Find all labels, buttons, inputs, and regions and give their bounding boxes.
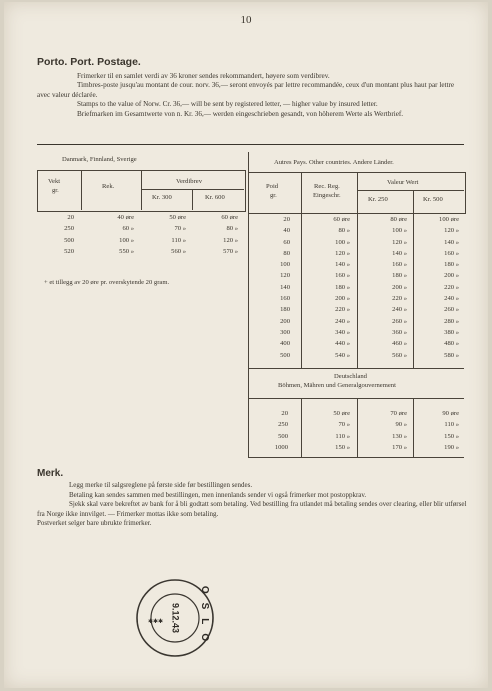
cell: 400 [280, 340, 290, 348]
rek-column [94, 212, 134, 257]
cell: 500 [280, 351, 290, 359]
cell: 1000 [274, 443, 288, 451]
cell: 160 » [335, 272, 350, 280]
cell: 40 øre [117, 214, 134, 221]
cell: 70 » [338, 421, 350, 429]
kr300-column [144, 212, 186, 257]
col-rek: Rek. [102, 183, 115, 190]
section-divider [37, 144, 464, 145]
merk-paragraphs [37, 481, 469, 529]
cell: 130 » [392, 432, 407, 440]
cell: 180 [280, 306, 290, 314]
cell: 120 [280, 272, 290, 280]
cell: 160 » [392, 261, 407, 269]
cell: 540 » [335, 351, 350, 359]
cell: 200 » [444, 272, 459, 280]
germany-v250-column [361, 408, 407, 453]
cell: 60 øre [333, 216, 350, 223]
cell: 110 » [444, 421, 459, 429]
cell: 80 [283, 249, 290, 257]
intro-german: Briefmarken im Gesamtwerte von n. Kr. 36,— werden eingeschrieben gesandt, von höherem Werte als Wertbrief. [77, 109, 404, 118]
cell: 180 » [335, 283, 350, 291]
cell: 100 øre [439, 216, 459, 223]
cell: 240 » [392, 306, 407, 314]
cell: 120 » [223, 236, 238, 244]
cell: 100 » [392, 227, 407, 235]
cell: 20 [283, 216, 290, 223]
rec-column [306, 214, 350, 361]
cell: 550 » [119, 247, 134, 255]
col-vekt-unit: gr. [52, 187, 59, 194]
cell: 140 » [444, 238, 459, 246]
merk-line: Betaling kan sendes sammen med bestillingen, men innenlands sender vi også frimerker mot postoppkrav. [69, 490, 367, 499]
oslo-postmark [134, 577, 216, 659]
cell: 200 » [392, 283, 407, 291]
merk-heading: Merk. [37, 468, 64, 479]
germany-title: Deutschland [334, 373, 367, 380]
intro-english: Stamps to the value of Norw. Cr. 36,— will be sent by registered letter, — higher value by insured letter. [77, 100, 378, 109]
col-vekt: Vekt [48, 178, 61, 185]
poid-column [260, 214, 290, 361]
postmark-stars: ✱✱✱ [148, 619, 164, 625]
cell: 80 » [226, 225, 238, 233]
postmark-date: 9.12.43 [170, 602, 181, 634]
cell: 460 » [392, 340, 407, 348]
kr250-column [361, 214, 407, 361]
cell: 280 » [444, 317, 459, 325]
cell: 150 » [444, 432, 459, 440]
intro-paragraphs [37, 72, 461, 119]
cell: 200 » [335, 295, 350, 303]
cell: 160 [280, 295, 290, 303]
cell: 160 » [444, 249, 459, 257]
cell: 250 [64, 225, 74, 233]
cell: 110 » [171, 236, 186, 244]
cell: 60 » [122, 225, 134, 233]
cell: 20 [67, 214, 74, 221]
cell: 50 øre [169, 214, 186, 221]
vekt-column [42, 212, 74, 257]
cell: 220 » [444, 283, 459, 291]
intro-norwegian: Frimerker til en samlet verdi av 36 kroner sendes rekommandert, høyere som verdibrev. [77, 72, 330, 80]
col-kr300: Kr. 300 [152, 194, 172, 201]
cell: 50 øre [333, 410, 350, 417]
germany-subtitle: Böhmen, Mähren und Generalgouvernement [278, 382, 396, 389]
cell: 260 » [444, 306, 459, 314]
cell: 40 [283, 227, 290, 235]
cell: 90 » [395, 421, 407, 429]
cell: 560 » [392, 351, 407, 359]
col-rec: Rec. Reg. [314, 183, 340, 190]
germany-rec-column [306, 408, 350, 453]
cell: 170 » [392, 443, 407, 451]
cell: 500 [278, 432, 288, 440]
left-table-title: Danmark, Finnland, Sverige [62, 156, 137, 163]
cell: 60 øre [221, 214, 238, 221]
cell: 100 » [119, 236, 134, 244]
col-poid-unit: gr. [270, 192, 277, 199]
intro-french: Timbres-poste jusqu'au montant de cour. norv. 36,— seront envoyés par lettre recommandée, ceux d'un montant plus haut par lettre avec valeur déclarée. [37, 81, 455, 99]
cell: 140 » [335, 261, 350, 269]
cell: 560 » [171, 247, 186, 255]
germany-v500-column [417, 408, 459, 453]
left-table-footnote: + et tillegg av 20 øre pr. overskytende 20 gram. [44, 279, 170, 286]
col-rec-de: Eingeschr. [313, 192, 341, 199]
cell: 90 øre [442, 410, 459, 417]
document-page [4, 2, 488, 688]
cell: 250 [278, 421, 288, 429]
cell: 580 » [444, 351, 459, 359]
cell: 440 » [335, 340, 350, 348]
cell: 100 [280, 261, 290, 269]
cell: 240 » [335, 317, 350, 325]
merk-line: Postverket selger bare ubrukte frimerker. [37, 519, 152, 527]
cell: 80 » [338, 227, 350, 235]
kr500-column [417, 214, 459, 361]
cell: 180 » [392, 272, 407, 280]
col-valeur: Valeur Wert [387, 179, 419, 186]
cell: 150 » [335, 443, 350, 451]
cell: 80 øre [390, 216, 407, 223]
cell: 220 » [335, 306, 350, 314]
cell: 200 [280, 317, 290, 325]
cell: 570 » [223, 247, 238, 255]
cell: 360 » [392, 328, 407, 336]
cell: 220 » [392, 295, 407, 303]
cell: 240 » [444, 295, 459, 303]
col-kr500: Kr. 500 [423, 196, 443, 203]
cell: 500 [64, 236, 74, 244]
cell: 120 » [335, 249, 350, 257]
postmark-city: OSLO [199, 585, 210, 651]
cell: 480 » [444, 340, 459, 348]
cell: 70 » [174, 225, 186, 233]
merk-line: Legg merke til salgsreglene på første side før bestillingen sendes. [69, 481, 253, 489]
col-kr600: Kr. 600 [205, 194, 225, 201]
page-number: 10 [240, 14, 252, 26]
cell: 300 [280, 328, 290, 336]
col-verdibrev: Verdibrev [176, 178, 202, 185]
col-poid: Poid [266, 183, 279, 190]
cell: 60 [283, 238, 290, 246]
right-table-title: Autres Pays. Other countries. Andere Länder. [274, 159, 394, 166]
col-kr250: Kr. 250 [368, 196, 388, 203]
germany-weight-column [256, 408, 288, 453]
cell: 190 » [444, 443, 459, 451]
cell: 340 » [335, 328, 350, 336]
porto-heading: Porto. Port. Postage. [37, 56, 141, 68]
cell: 140 [280, 283, 290, 291]
kr600-column [196, 212, 238, 257]
merk-line: Sjekk skal være bekreftet av bank for å bli godtatt som betaling. Ved bestilling fra utlandet må betaling sendes over clearing, eller blir utførsel fra Norge ikke innvilget. — Frimerker mottas ikke som betaling. [37, 500, 467, 518]
cell: 100 » [335, 238, 350, 246]
cell: 70 øre [390, 410, 407, 417]
cell: 120 » [444, 227, 459, 235]
cell: 20 [281, 410, 288, 417]
cell: 120 » [392, 238, 407, 246]
cell: 110 » [335, 432, 350, 440]
cell: 180 » [444, 261, 459, 269]
cell: 260 » [392, 317, 407, 325]
cell: 380 » [444, 328, 459, 336]
cell: 140 » [392, 249, 407, 257]
cell: 520 [64, 247, 74, 255]
